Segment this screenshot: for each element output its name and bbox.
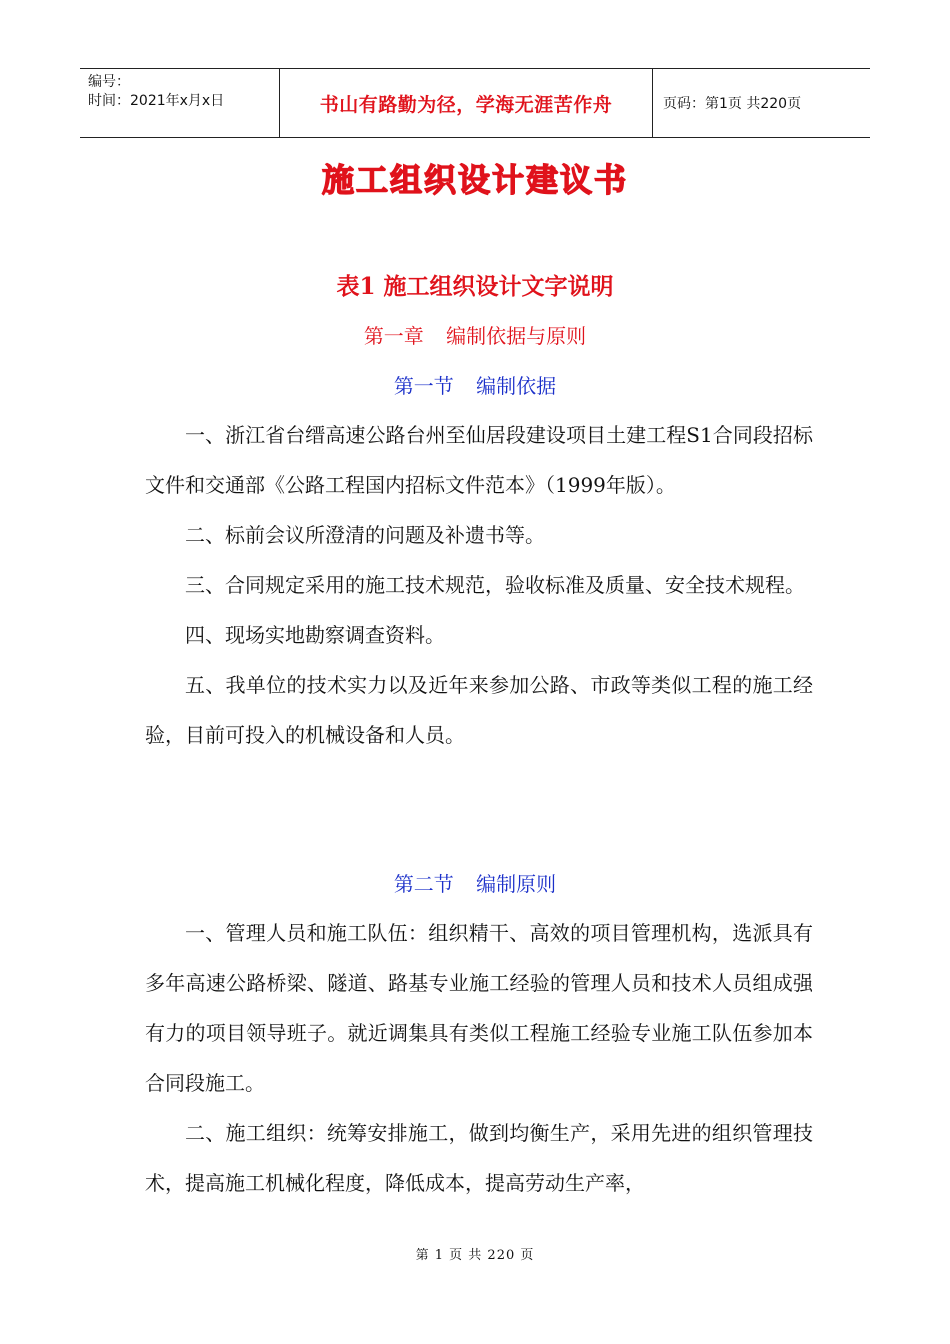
- paragraph: 三、合同规定采用的施工技术规范，验收标准及质量、安全技术规程。: [185, 573, 805, 597]
- paragraph: 二、标前会议所澄清的问题及补遗书等。: [185, 523, 545, 547]
- number-label: 编号：: [88, 74, 130, 90]
- date-label: 时间：2021年x月x日: [88, 93, 225, 109]
- section2-title: 第二节 编制原则: [393, 872, 557, 896]
- header-page-info: 页码：第1页 共220页: [663, 96, 802, 112]
- table-title: 表1 施工组织设计文字说明: [336, 273, 614, 300]
- header-table: [80, 68, 870, 138]
- page-footer: 第 1 页 共 220 页: [415, 1248, 535, 1263]
- chapter-title: 第一章 编制依据与原则: [363, 324, 587, 348]
- paragraph: 四、现场实地勘察调查资料。: [185, 623, 445, 647]
- section2-body: [145, 908, 813, 1208]
- section1-body: [145, 410, 813, 760]
- paragraph: 一、浙江省台缙高速公路台州至仙居段建设项目土建工程S1合同段招标文件和交通部《公路工程国内招标文件范本》（1999年版）。: [145, 423, 813, 497]
- document-title: 施工组织设计建议书: [321, 161, 628, 199]
- header-meta-cell: [80, 69, 280, 137]
- paragraph: 五、我单位的技术实力以及近年来参加公路、市政等类似工程的施工经验，目前可投入的机械设备和人员。: [145, 673, 813, 747]
- paragraph: 一、管理人员和施工队伍：组织精干、高效的项目管理机构，选派具有多年高速公路桥梁、隧道、路基专业施工经验的管理人员和技术人员组成强有力的项目领导班子。就近调集具有类似工程施工经验专业施工队伍参加本合同段施工。: [145, 921, 813, 1095]
- header-motto: 书山有路勤为径，学海无涯苦作舟: [280, 69, 653, 137]
- section1-title: 第一节 编制依据: [393, 374, 557, 398]
- paragraph: 二、施工组织：统筹安排施工，做到均衡生产，采用先进的组织管理技术，提高施工机械化程度，降低成本，提高劳动生产率，: [145, 1121, 813, 1195]
